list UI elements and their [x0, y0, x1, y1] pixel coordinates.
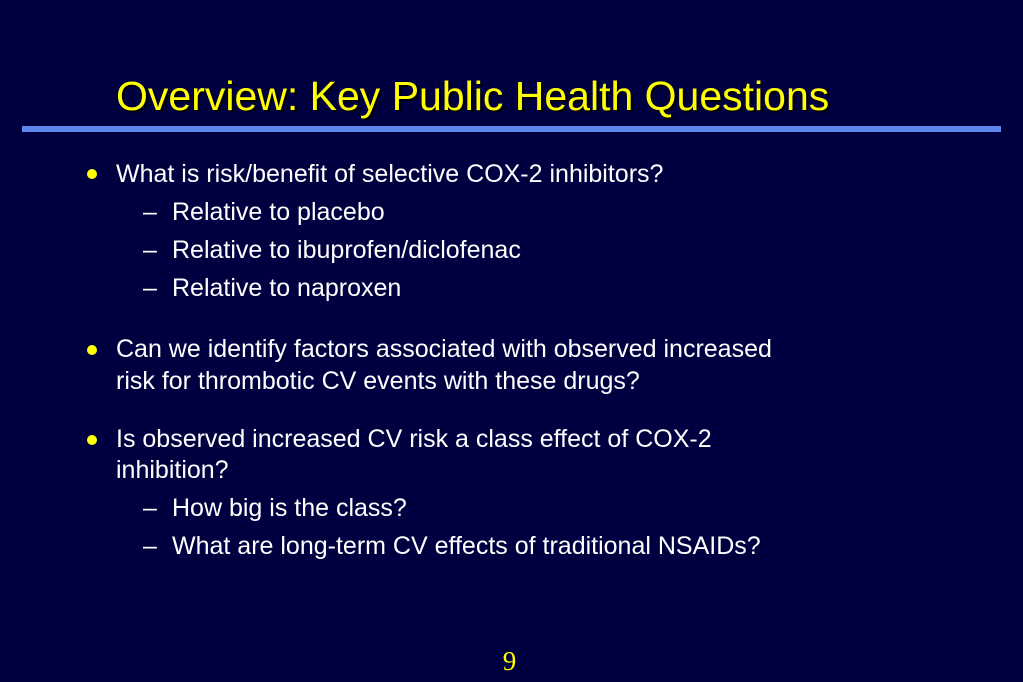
bullet-text: Can we identify factors associated with observed increased — [116, 335, 772, 363]
page-number-text: 9 — [502, 646, 517, 676]
page-number — [0, 645, 1023, 677]
bullet-text: Is observed increased CV risk a class effect of COX-2 — [116, 425, 712, 453]
sub-bullet-text: What are long-term CV effects of traditional NSAIDs? — [172, 532, 761, 560]
sub-bullet-text: Relative to naproxen — [172, 274, 402, 302]
sub-bullet-text: Relative to placebo — [172, 198, 385, 226]
sub-bullet-dash: – — [143, 274, 157, 302]
bullet-dot-icon — [87, 345, 97, 355]
sub-bullet-dash: – — [143, 494, 157, 522]
bullet-text: risk for thrombotic CV events with these drugs? — [116, 367, 640, 395]
sub-bullet-dash: – — [143, 236, 157, 264]
slide-title: Overview: Key Public Health Questions — [116, 73, 830, 119]
sub-bullet-dash: – — [143, 532, 157, 560]
sub-bullet-dash: – — [143, 198, 157, 226]
bullet-text: What is risk/benefit of selective COX-2 inhibitors? — [116, 160, 664, 188]
bullet-text: inhibition? — [116, 456, 229, 484]
bullet-dot-icon — [87, 435, 97, 445]
bullet-dot-icon — [87, 169, 97, 179]
sub-bullet-text: How big is the class? — [172, 494, 407, 522]
title-divider — [22, 126, 1001, 132]
sub-bullet-text: Relative to ibuprofen/diclofenac — [172, 236, 521, 264]
